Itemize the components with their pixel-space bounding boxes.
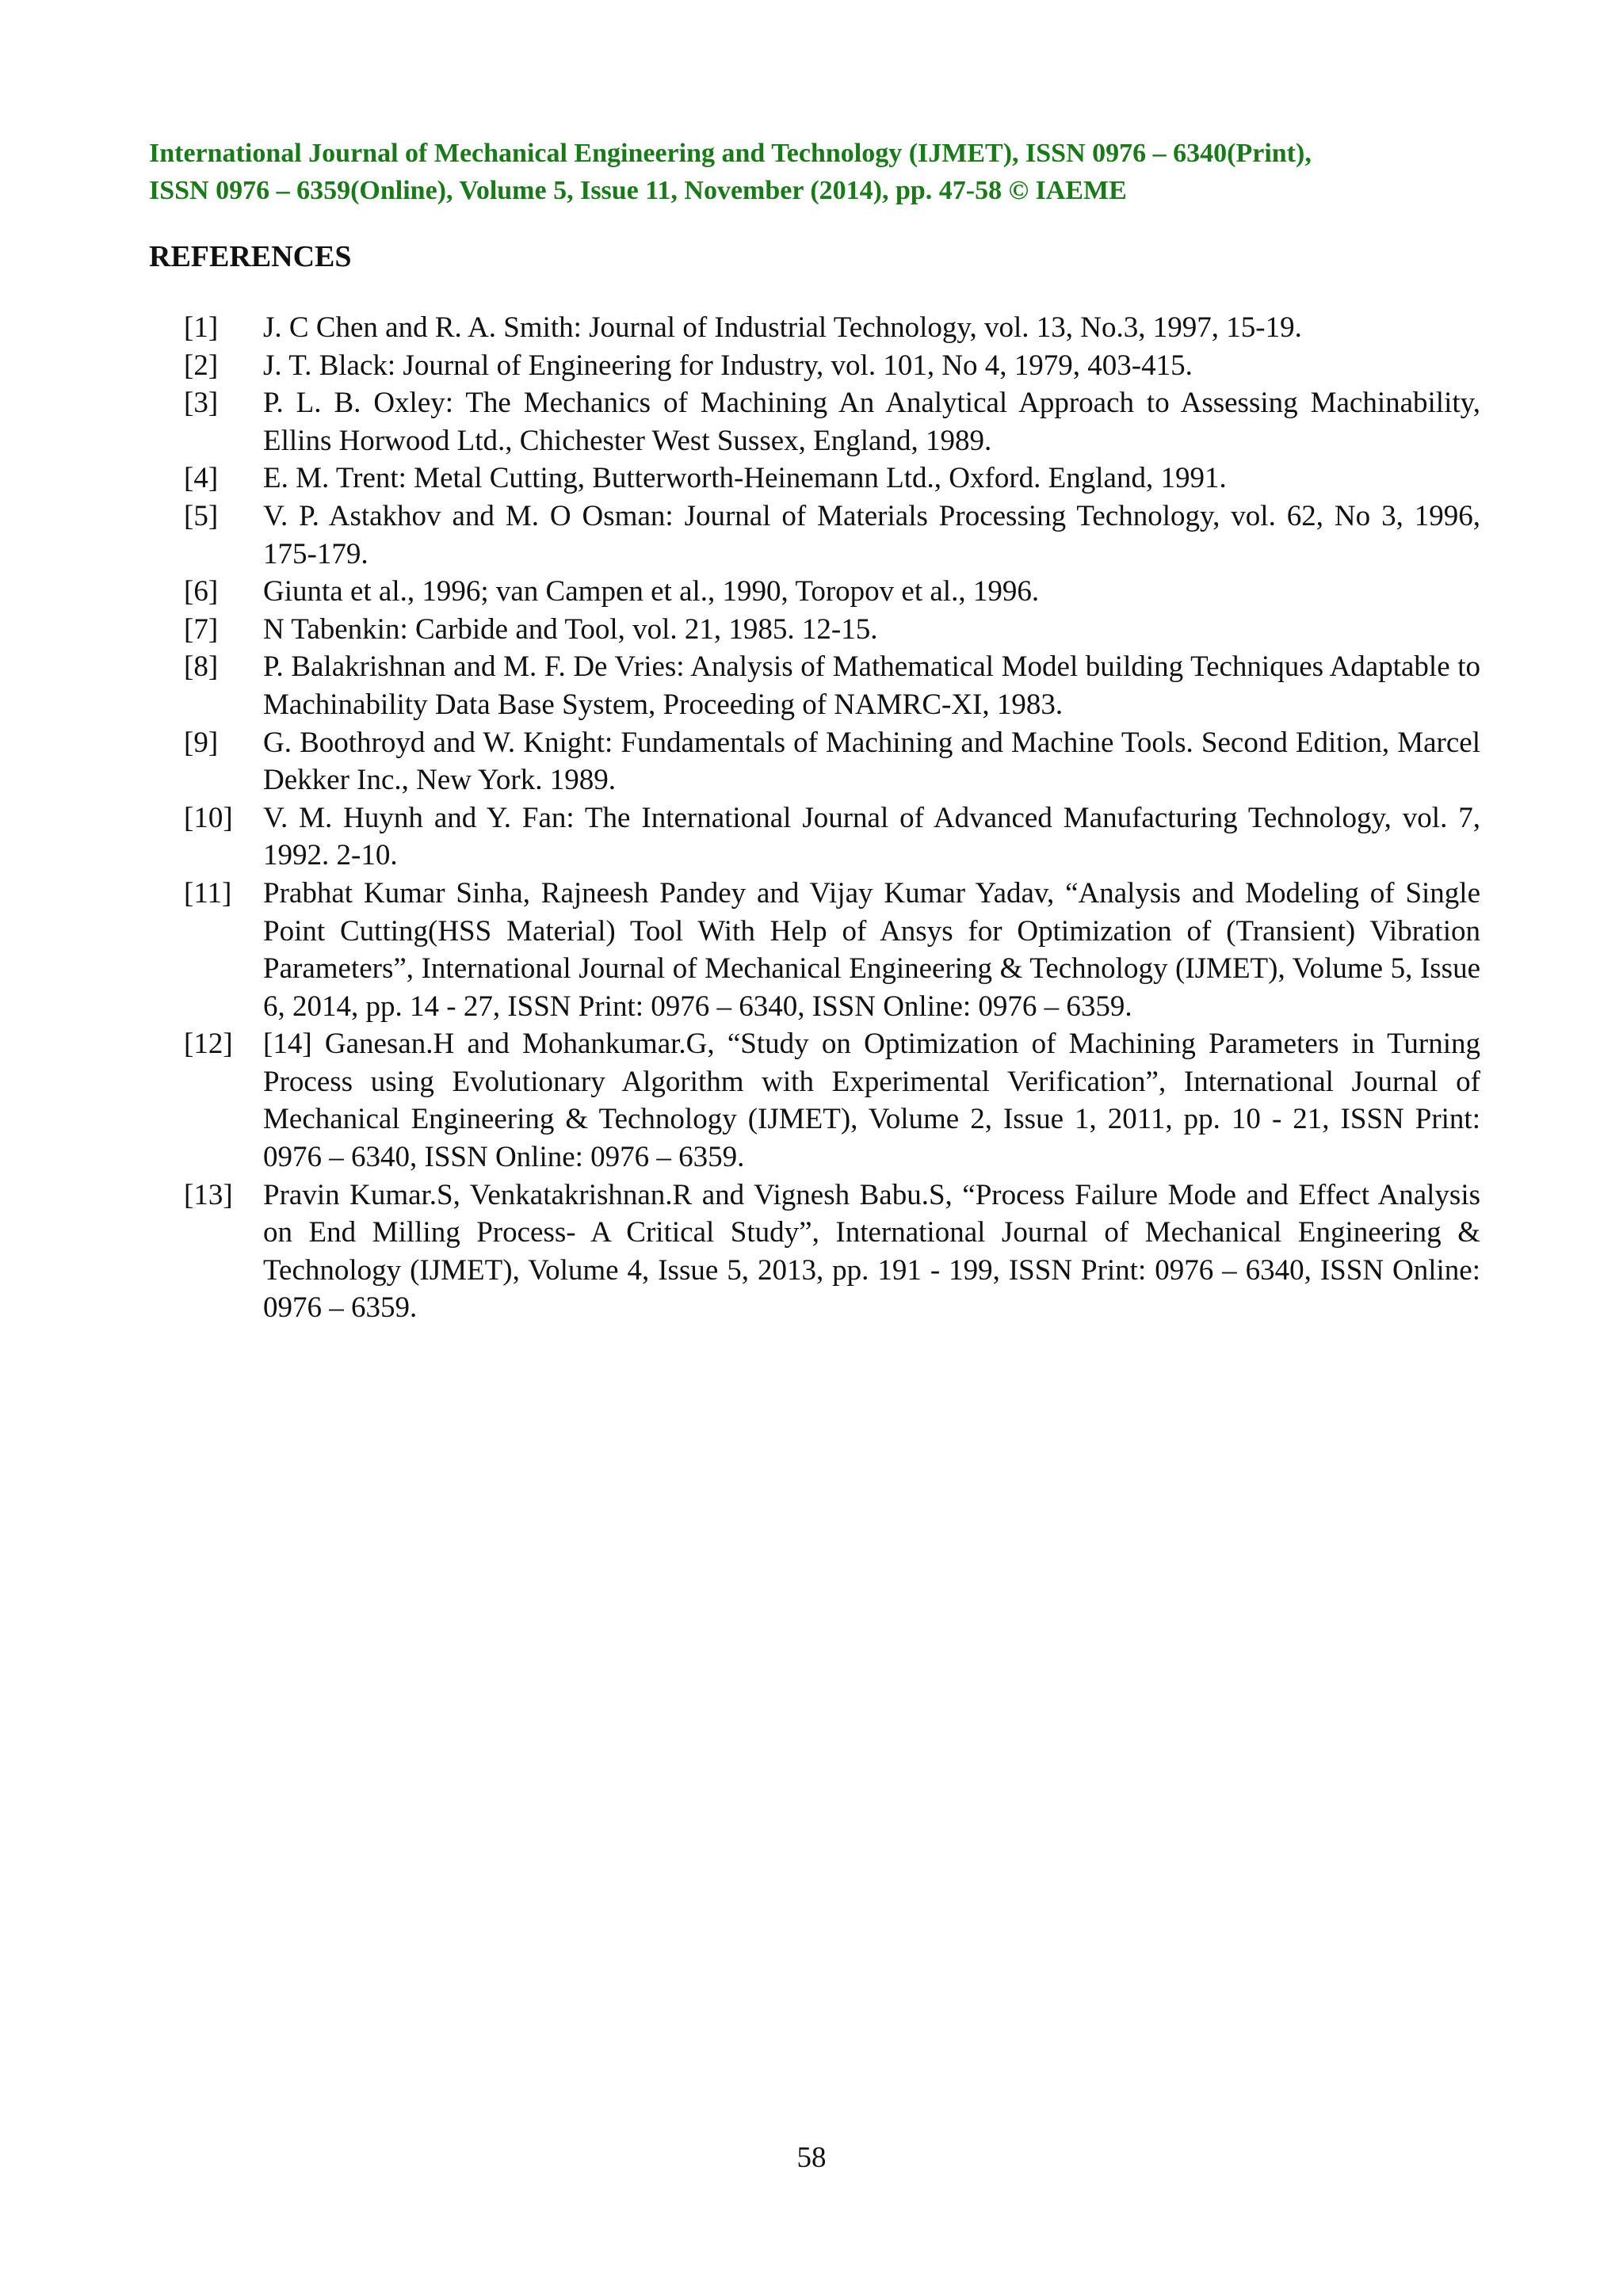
reference-item xyxy=(184,498,1480,573)
reference-number: [13] xyxy=(184,1178,233,1211)
reference-number: [4] xyxy=(184,462,219,495)
reference-number: [1] xyxy=(184,311,219,344)
reference-item xyxy=(184,384,1480,460)
reference-item xyxy=(184,611,1480,649)
running-header-line-1: International Journal of Mechanical Engineering and Technology (IJMET), ISSN 0976 – 6340(Print), xyxy=(149,139,1312,168)
reference-text: Giunta et al., 1996; van Campen et al., 1990, Toropov et al., 1996. xyxy=(263,575,1040,608)
reference-text: E. M. Trent: Metal Cutting, Butterworth-Heinemann Ltd., Oxford. England, 1991. xyxy=(263,462,1227,495)
running-header xyxy=(149,135,1480,209)
reference-text: P. L. B. Oxley: The Mechanics of Machining An Analytical Approach to Assessing Machinability, Ellins Horwood Ltd., Chichester West Sussex, England, 1989. xyxy=(263,387,1480,457)
reference-number: [3] xyxy=(184,387,219,420)
reference-number: [8] xyxy=(184,650,219,684)
reference-number: [6] xyxy=(184,575,219,608)
reference-number: [2] xyxy=(184,349,219,382)
reference-item xyxy=(184,799,1480,875)
reference-item xyxy=(184,347,1480,385)
reference-number: [5] xyxy=(184,499,219,532)
reference-number: [12] xyxy=(184,1028,233,1061)
reference-number: [9] xyxy=(184,726,219,759)
reference-item xyxy=(184,724,1480,799)
reference-item xyxy=(184,573,1480,611)
reference-item xyxy=(184,1025,1480,1176)
reference-text: P. Balakrishnan and M. F. De Vries: Analysis of Mathematical Model building Techniques Adaptable to Machinability Data Base System, Proceeding of NAMRC-XI, 1983. xyxy=(263,650,1480,721)
reference-item xyxy=(184,460,1480,498)
reference-text: [14] Ganesan.H and Mohankumar.G, “Study on Optimization of Machining Parameters in Turning Process using Evolutionary Algorithm with Experimental Verification”, International Journal of Mechanical Engineering & Technology (IJMET), Volume 2, Issue 1, 2011, pp. 10 - 21, ISSN Print: 0976 – 6340, ISSN Online: 0976 – 6359. xyxy=(263,1028,1480,1174)
reference-text: J. T. Black: Journal of Engineering for Industry, vol. 101, No 4, 1979, 403-415. xyxy=(263,349,1193,382)
reference-number: [10] xyxy=(184,801,233,834)
reference-text: G. Boothroyd and W. Knight: Fundamentals of Machining and Machine Tools. Second Edition, Marcel Dekker Inc., New York. 1989. xyxy=(263,726,1480,797)
reference-number: [7] xyxy=(184,612,219,646)
reference-number: [11] xyxy=(184,876,232,910)
reference-text: Pravin Kumar.S, Venkatakrishnan.R and Vignesh Babu.S, “Process Failure Mode and Effect Analysis on End Milling Process- A Critical Study”, International Journal of Mechanical Engineering & Technology (IJMET), Volume 4, Issue 5, 2013, pp. 191 - 199, ISSN Print: 0976 – 6340, ISSN Online: 0976 – 6359. xyxy=(263,1178,1480,1325)
reference-item xyxy=(184,875,1480,1025)
reference-text: Prabhat Kumar Sinha, Rajneesh Pandey and Vijay Kumar Yadav, “Analysis and Modeling of Single Point Cutting(HSS Material) Tool With Help of Ansys for Optimization of (Transient) Vibration Parameters”, International Journal of Mechanical Engineering & Technology (IJMET), Volume 5, Issue 6, 2014, pp. 14 - 27, ISSN Print: 0976 – 6340, ISSN Online: 0976 – 6359. xyxy=(263,876,1480,1023)
reference-item xyxy=(184,648,1480,723)
page-number: 58 xyxy=(796,2142,827,2174)
references-heading: REFERENCES xyxy=(149,240,352,273)
reference-text: J. C Chen and R. A. Smith: Journal of Industrial Technology, vol. 13, No.3, 1997, 15-19. xyxy=(263,311,1302,344)
reference-text: V. P. Astakhov and M. O Osman: Journal of Materials Processing Technology, vol. 62, No 3, 1996, 175-179. xyxy=(263,499,1480,570)
running-header-line-2: ISSN 0976 – 6359(Online), Volume 5, Issue 11, November (2014), pp. 47-58 © IAEME xyxy=(149,176,1127,205)
reference-text: N Tabenkin: Carbide and Tool, vol. 21, 1985. 12-15. xyxy=(263,612,878,646)
reference-item xyxy=(184,1177,1480,1327)
reference-list xyxy=(184,309,1480,1327)
reference-item xyxy=(184,309,1480,347)
reference-text: V. M. Huynh and Y. Fan: The International Journal of Advanced Manufacturing Technology, vol. 7, 1992. 2-10. xyxy=(263,801,1480,872)
